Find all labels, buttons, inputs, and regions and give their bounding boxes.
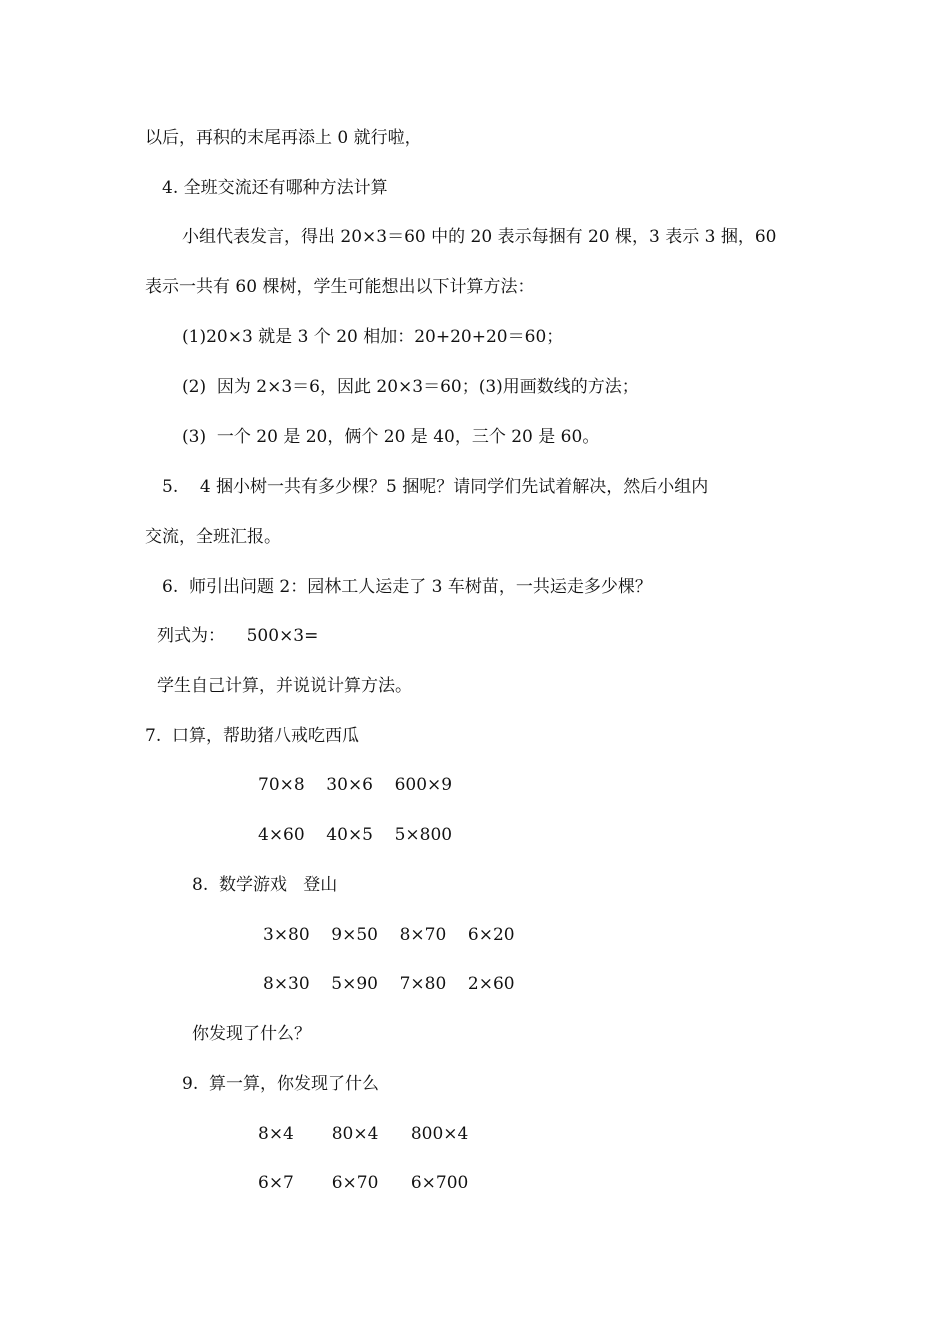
text-line: 70×8 30×6 600×9 <box>258 775 453 795</box>
text-line: 8×4 80×4 800×4 <box>258 1124 469 1144</box>
text-line: (2) 因为 2×3＝6，因此 20×3＝60；(3)用画数线的方法； <box>182 377 639 397</box>
text-line: 7. 口算，帮助猪八戒吃西瓜 <box>145 726 360 746</box>
text-line: 4×60 40×5 5×800 <box>258 825 453 845</box>
text-line: 学生自己计算，并说说计算方法。 <box>157 676 412 696</box>
text-line: (1)20×3 就是 3 个 20 相加：20+20+20＝60； <box>182 327 564 347</box>
text-line: 9. 算一算，你发现了什么 <box>182 1074 380 1094</box>
text-line: 8. 数学游戏 登山 <box>192 875 338 895</box>
text-line: 你发现了什么？ <box>192 1024 311 1044</box>
text-line: 3×80 9×50 8×70 6×20 <box>263 925 515 945</box>
text-line: (3) 一个 20 是 20，俩个 20 是 40，三个 20 是 60。 <box>182 427 600 447</box>
text-line: 6. 师引出问题 2：园林工人运走了 3 车树苗，一共运走多少棵？ <box>162 577 652 597</box>
text-line: 列式为： 500×3= <box>157 626 319 646</box>
text-line: 表示一共有 60 棵树，学生可能想出以下计算方法： <box>145 277 535 297</box>
text-line: 6×7 6×70 6×700 <box>258 1173 469 1193</box>
text-line: 8×30 5×90 7×80 2×60 <box>263 974 515 994</box>
text-line: 5. 4 捆小树一共有多少棵？5 捆呢？请同学们先试着解决，然后小组内 <box>162 477 709 497</box>
text-line: 交流，全班汇报。 <box>145 527 281 547</box>
text-line: 小组代表发言，得出 20×3＝60 中的 20 表示每捆有 20 棵，3 表示 3 捆，60 <box>182 227 777 247</box>
text-line: 以后，再积的末尾再添上 0 就行啦， <box>145 128 422 148</box>
text-line: 4. 全班交流还有哪种方法计算 <box>162 178 388 198</box>
